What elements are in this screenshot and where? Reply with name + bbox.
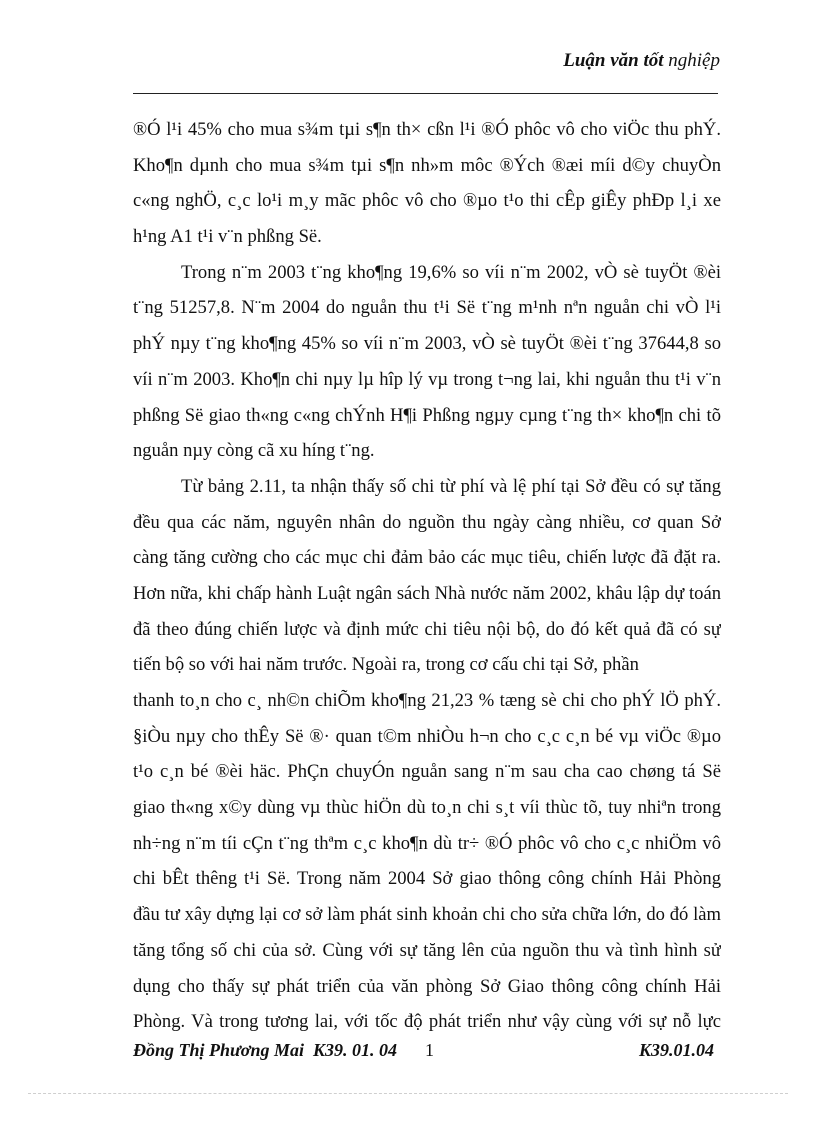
text-line: t¨ng 51257,8. N¨m 2004 do nguån thu t¹i Së t¨ng m¹nh nªn nguån chi vÒ l¹i [133,297,721,319]
footer-class-code-right: K39.01.04 [638,1040,714,1060]
text-line: càng tăng cường cho các mục chi đảm bảo các mục tiêu, chiến lược đã đặt ra. [133,547,721,569]
text-line: Từ bảng 2.11, ta nhận thấy số chi từ phí và lệ phí tại Sở đều có sự tăng [181,475,721,497]
text-line: phßng Së giao th«ng c«ng chÝnh H¶i Phßng ngµy cµng t¨ng th× kho¶n chi tõ [133,404,721,426]
text-line: nh÷ng n¨m tíi cÇn t¨ng thªm c¸c kho¶n dù tr÷ ®Ó phôc vô cho c¸c nhiÖm vô [133,832,721,854]
text-line: đầu tư xây dựng lại cơ sở làm phát sinh khoản chi cho sửa chữa lớn, do đó làm [133,904,721,926]
footer-class-code: K39. 01. 04 [312,1040,397,1060]
text-line: dụng cho thấy sự phát triển của văn phòng Sở Giao thông công chính Hải [133,975,721,997]
text-line: Phòng. Và trong tương lai, với tốc độ phát triển như vậy cùng với sự nỗ lực [133,1011,721,1033]
text-line: nguån nµy còng cã xu híng t¨ng. [133,440,375,462]
header-title-regular: nghiệp [663,50,720,71]
page-boundary [28,1093,788,1094]
text-line: t¹o c¸n bé ®èi häc. PhÇn chuyÓn nguån sang n¨m sau cha cao chøng tá Së [133,761,721,783]
text-line: Hơn nữa, khi chấp hành Luật ngân sách Nhà nước năm 2002, khâu lập dự toán [133,582,721,604]
text-line: tăng tổng số chi của sở. Cùng với sự tăng lên của nguồn thu và tình hình sử [133,939,721,961]
header-rule [133,93,718,94]
body-text [133,112,721,1040]
text-line: víi n¨m 2003. Kho¶n chi nµy lµ hîp lý vµ trong t¬ng lai, khi nguån thu t¹i v¨n [133,368,721,390]
text-line: Trong n¨m 2003 t¨ng kho¶ng 19,6% so víi n¨m 2002, vÒ sè tuyÖt ®èi [181,261,721,283]
text-line: phÝ nµy t¨ng kho¶ng 45% so víi n¨m 2003, vÒ sè tuyÖt ®èi t¨ng 37644,8 so [133,333,721,355]
header-title-bold: Luận văn tốt [563,50,664,71]
text-line: Kho¶n dµnh cho mua s¾m tµi s¶n nh»m môc ®Ých ®æi míi d©y chuyÒn [133,154,721,176]
text-line: chi bÊt thêng t¹i Së. Trong năm 2004 Sở giao thông công chính Hải Phòng [133,868,721,890]
footer-author-name: Đồng Thị Phương Mai [133,1040,304,1060]
text-line: đã theo đúng chiến lược và định mức chi tiêu nội bộ, do đó kết quả đã có sự [133,618,721,640]
page-header [0,50,720,72]
text-line: c«ng nghÖ, c¸c lo¹i m¸y mãc phôc vô cho ®µo t¹o thi cÊp giÊy phÐp l¸i xe [133,190,721,212]
text-line: h¹ng A1 t¹i v¨n phßng Së. [133,226,322,248]
footer-author [133,1040,397,1061]
text-line: tiến bộ so với hai năm trước. Ngoài ra, trong cơ cấu chi tại Sở, phần [133,654,639,676]
text-line: ®Ó l¹i 45% cho mua s¾m tµi s¶n th× cßn l¹i ®Ó phôc vô cho viÖc thu phÝ. [133,119,721,140]
text-line: đều qua các năm, nguyên nhân do nguồn thu ngày càng nhiều, cơ quan Sở [133,511,721,533]
text-line: thanh to¸n cho c¸ nh©n chiÕm kho¶ng 21,23 % tæng sè chi cho phÝ lÖ phÝ. [133,690,721,711]
text-line: giao th«ng x©y dùng vµ thùc hiÖn dù to¸n chi s¸t víi thùc tõ, tuy nhiªn trong [133,797,721,819]
text-line: §iÒu nµy cho thÊy Së ®· quan t©m nhiÒu h¬n cho c¸c c¸n bé vµ viÖc ®µo [133,725,721,747]
footer-page-number: 1 [425,1040,434,1060]
